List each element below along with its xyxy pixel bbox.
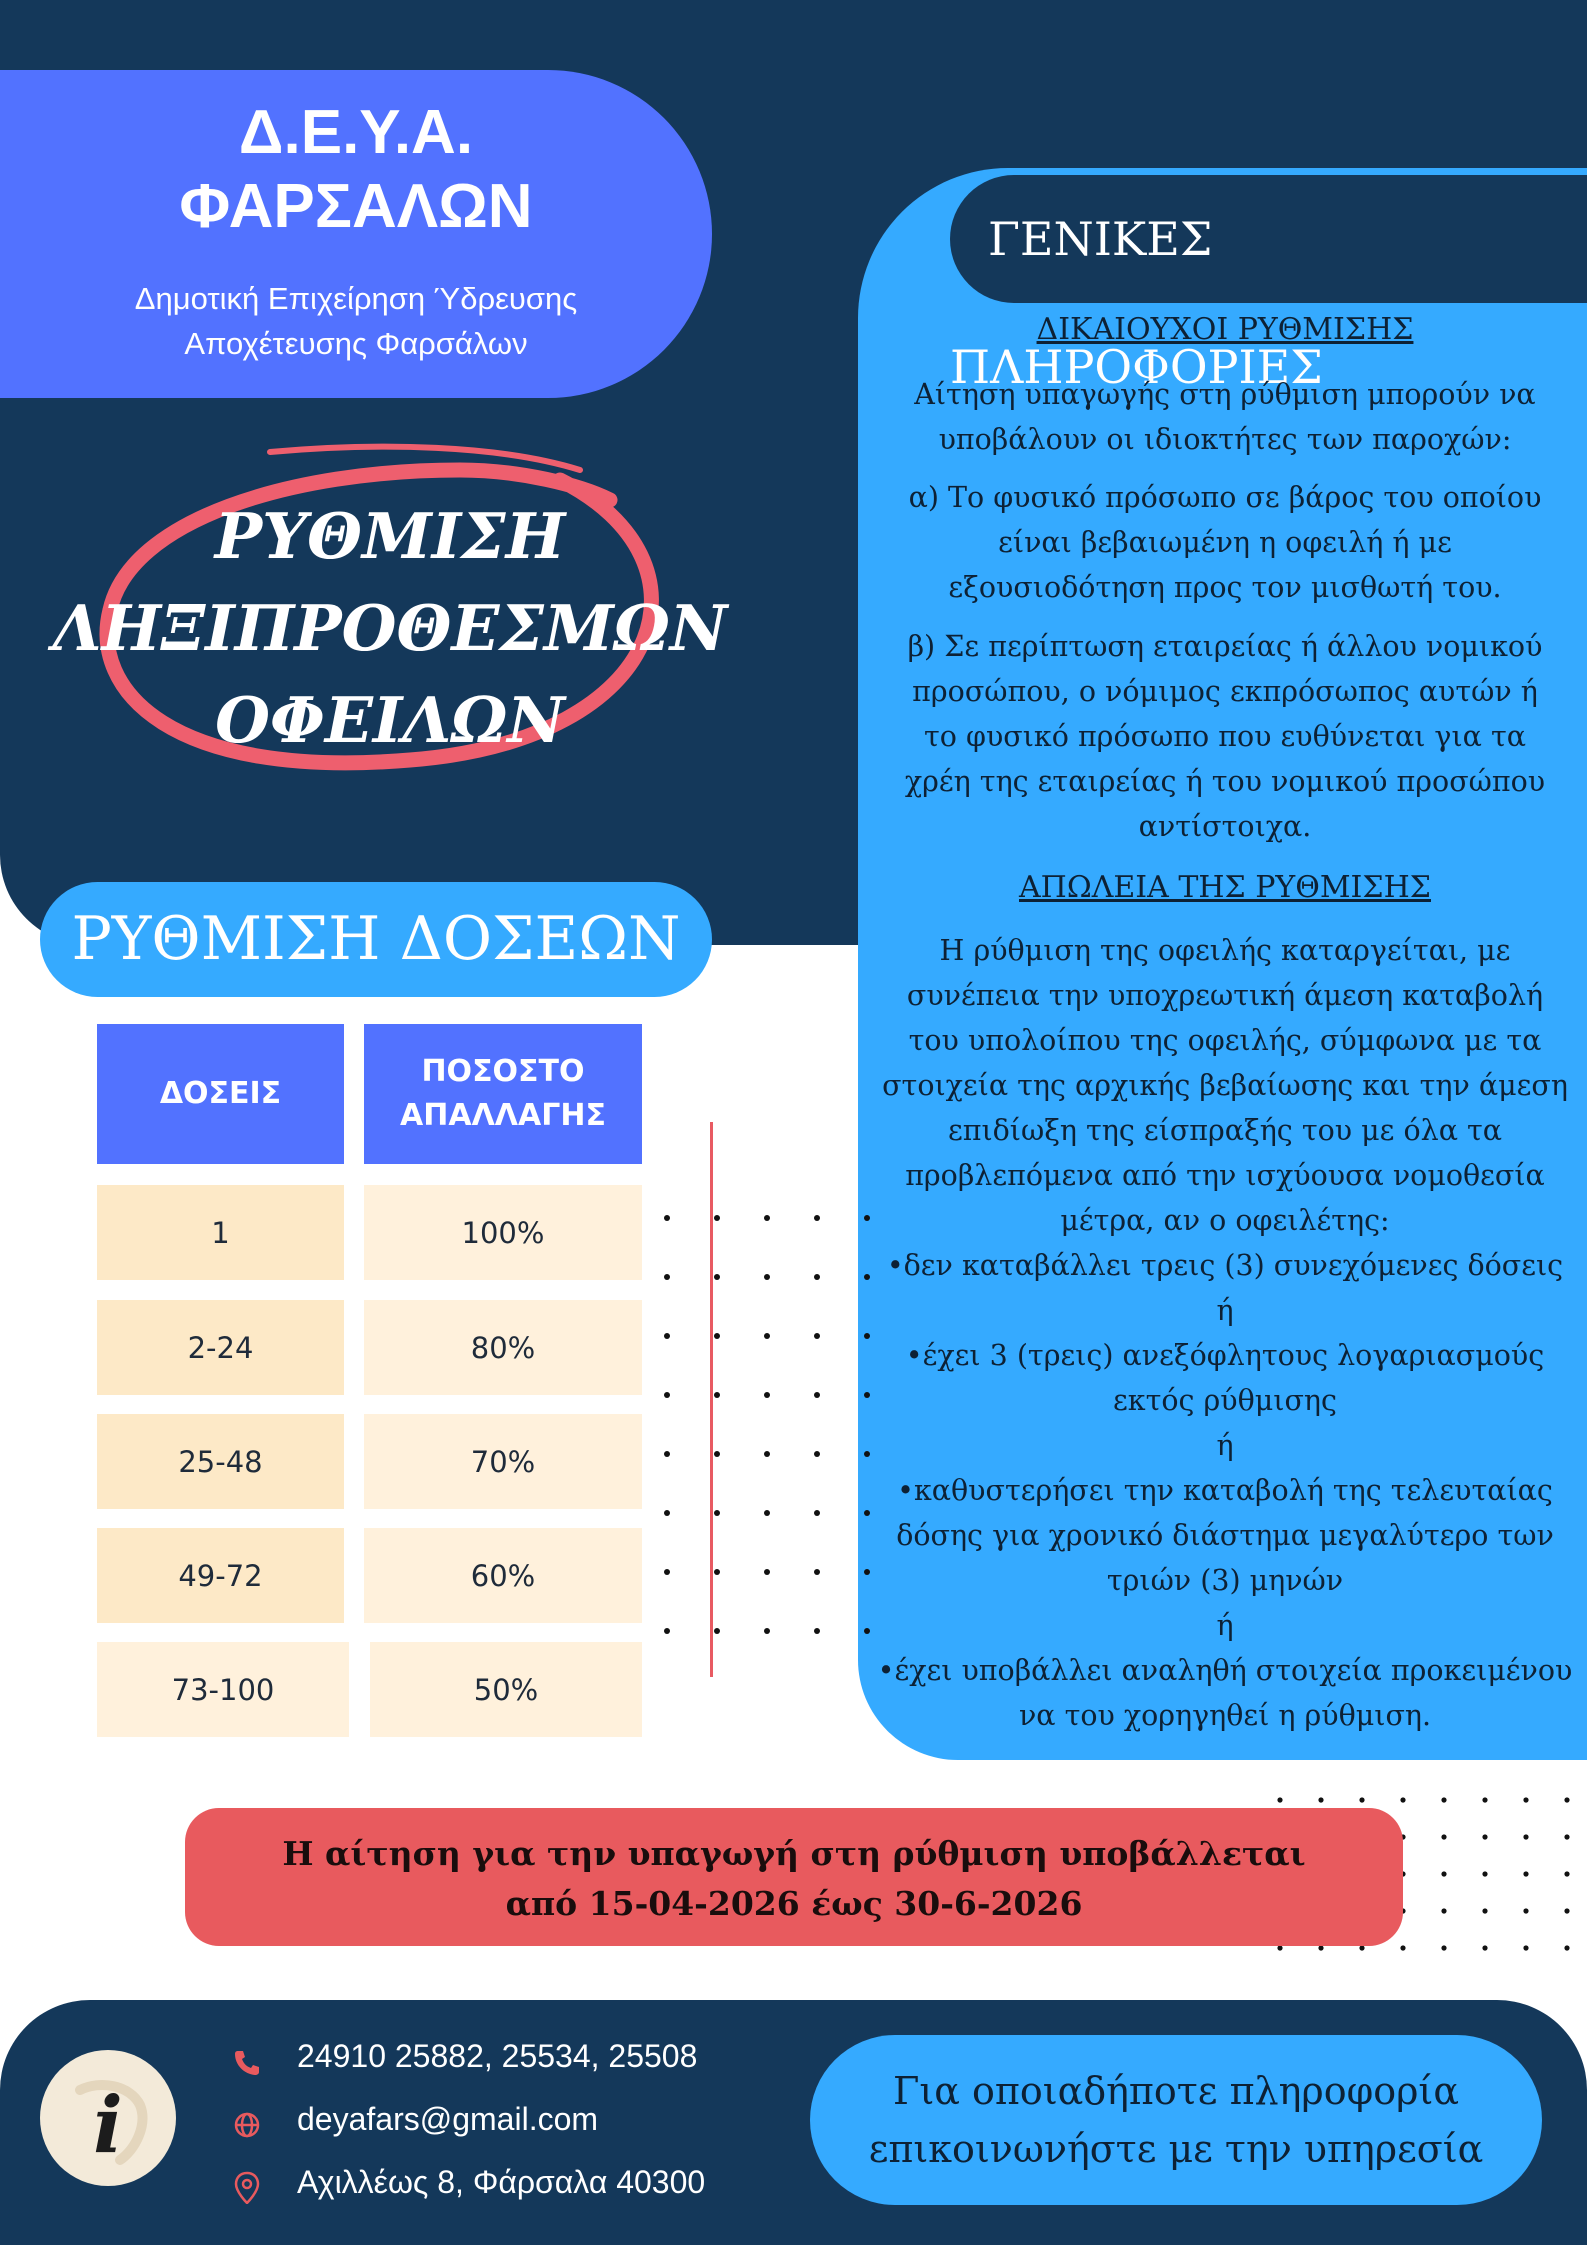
text-line: χρέη της εταιρείας ή του νομικού προσώπου: [904, 765, 1546, 798]
brand-subtitle: [0, 276, 712, 366]
globe-icon: [232, 2110, 262, 2140]
condition-line: να του χορηγηθεί η ρύθμιση.: [1018, 1699, 1432, 1732]
text-line: εξουσιοδότηση προς τον μισθωτή του.: [948, 571, 1502, 604]
text-line: Η ρύθμιση της οφειλής καταργείται, με: [939, 934, 1511, 967]
table-cell-discount: 100%: [364, 1185, 642, 1280]
text-line: αντίστοιχα.: [1138, 810, 1312, 843]
address-text: Αχιλλέως 8, Φάρσαλα 40300: [297, 2164, 706, 2200]
info-icon: [40, 2050, 176, 2186]
phone-icon: [232, 2047, 262, 2077]
table-cell-discount: 60%: [364, 1528, 642, 1623]
main-title-line3: ΟΦΕΙΛΩΝ: [215, 683, 565, 757]
text-line: προσώπου, ο νόμιμος εκπρόσωπος αυτών ή: [912, 675, 1538, 708]
table-cell-discount: 80%: [364, 1300, 642, 1395]
condition-line: δόσης για χρονικό διάστημα μεγαλύτερο των: [896, 1519, 1554, 1552]
cta-line: επικοινωνήστε με την υπηρεσία: [868, 2127, 1484, 2171]
text-line: α) Το φυσικό πρόσωπο σε βάρος του οποίου: [908, 481, 1542, 514]
loss-title: ΑΠΩΛΕΙΑ ΤΗΣ ΡΥΘΜΙΣΗΣ: [1019, 870, 1431, 905]
banner-line: Η αίτηση για την υπαγωγή στη ρύθμιση υποβάλλεται: [282, 1834, 1306, 1873]
banner-line: από 15-04-2026 έως 30-6-2026: [505, 1884, 1083, 1923]
condition-line: εκτός ρύθμισης: [1113, 1384, 1337, 1417]
phone-text[interactable]: 24910 25882, 25534, 25508: [297, 2038, 698, 2074]
table-cell-discount: 50%: [370, 1642, 642, 1737]
text-line: επιδίωξη της είσπραξής του με όλα τα: [947, 1114, 1503, 1147]
condition-line: •καθυστερήσει την καταβολή της τελευταίας: [897, 1474, 1553, 1507]
table-cell-doses: 49-72: [97, 1528, 344, 1623]
text-line: Αίτηση υπαγωγής στη ρύθμιση μπορούν να: [914, 378, 1536, 411]
location-pin-icon: [232, 2168, 262, 2204]
item-b: [870, 624, 1580, 849]
cta-line: Για οποιαδήποτε πληροφορία: [892, 2069, 1459, 2113]
application-period-banner: [185, 1808, 1403, 1946]
text-line: στοιχεία της αρχικής βεβαίωσης και την άμεση: [882, 1069, 1568, 1102]
dot-pattern-icon: [655, 1200, 880, 1670]
email-text[interactable]: deyafars@gmail.com: [297, 2101, 599, 2137]
condition-line: •έχει υποβάλλει αναληθή στοιχεία προκειμένου: [877, 1654, 1573, 1687]
text-line: υποβάλουν οι ιδιοκτήτες των παροχών:: [938, 423, 1512, 456]
text-line: του υπολοίπου της οφειλής, σύμφωνα με τα: [908, 1024, 1542, 1057]
table-cell-doses: 73-100: [97, 1642, 349, 1737]
text-line: μέτρα, αν ο οφειλέτης:: [1060, 1204, 1390, 1237]
table-cell-doses: 1: [97, 1185, 344, 1280]
header-line: ΠΟΣΟΣΤΟ: [421, 1054, 585, 1089]
loss-text: [870, 928, 1580, 1738]
condition-line: τριών (3) μηνών: [1106, 1564, 1344, 1597]
text-line: προβλεπόμενα από την ισχύουσα νομοθεσία: [905, 1159, 1545, 1192]
installments-heading: ΡΥΘΜΙΣΗ ΔΟΣΕΩΝ: [40, 882, 712, 997]
item-a: [870, 475, 1580, 610]
brand-name-line2: ΦΑΡΣΑΛΩΝ: [179, 172, 533, 241]
table-cell-doses: 2-24: [97, 1300, 344, 1395]
table-cell-doses: 25-48: [97, 1414, 344, 1509]
or-separator: ή: [1216, 1294, 1234, 1327]
text-line: είναι βεβαιωμένη η οφειλή ή με: [998, 526, 1452, 559]
info-header: ΓΕΝΙΚΕΣ ΠΛΗΡΟΦΟΡΙΕΣ: [950, 175, 1587, 303]
table-header-doses: ΔΟΣΕΙΣ: [97, 1024, 344, 1164]
text-line: συνέπεια την υποχρεωτική άμεση καταβολή: [906, 979, 1544, 1012]
main-title: [0, 490, 780, 766]
condition-line: •δεν καταβάλλει τρεις (3) συνεχόμενες δόσεις: [886, 1249, 1564, 1282]
text-line: β) Σε περίπτωση εταιρείας ή άλλου νομικού: [907, 630, 1543, 663]
or-separator: ή: [1216, 1609, 1234, 1642]
svg-text:i: i: [93, 2080, 123, 2171]
beneficiaries-intro: [870, 372, 1580, 462]
beneficiaries-title: ΔΙΚΑΙΟΥΧΟΙ ΡΥΘΜΙΣΗΣ: [1036, 312, 1414, 347]
main-title-line2: ΛΗΞΙΠΡΟΘΕΣΜΩΝ: [52, 591, 728, 665]
header-line: ΑΠΑΛΛΑΓΗΣ: [400, 1098, 606, 1133]
table-header-discount: [364, 1024, 642, 1164]
brand-name-line1: Δ.Ε.Υ.Α.: [238, 98, 474, 167]
brand-subtitle-line1: Δημοτική Επιχείρηση Ύδρευσης: [134, 281, 578, 316]
or-separator: ή: [1216, 1429, 1234, 1462]
brand-block: [0, 70, 712, 398]
brand-subtitle-line2: Αποχέτευσης Φαρσάλων: [184, 326, 528, 361]
condition-line: •έχει 3 (τρεις) ανεξόφλητους λογαριασμούς: [905, 1339, 1545, 1372]
contact-cta: [810, 2035, 1542, 2205]
text-line: το φυσικό πρόσωπο που ευθύνεται για τα: [924, 720, 1526, 753]
table-cell-discount: 70%: [364, 1414, 642, 1509]
main-title-line1: ΡΥΘΜΙΣΗ: [214, 499, 566, 573]
